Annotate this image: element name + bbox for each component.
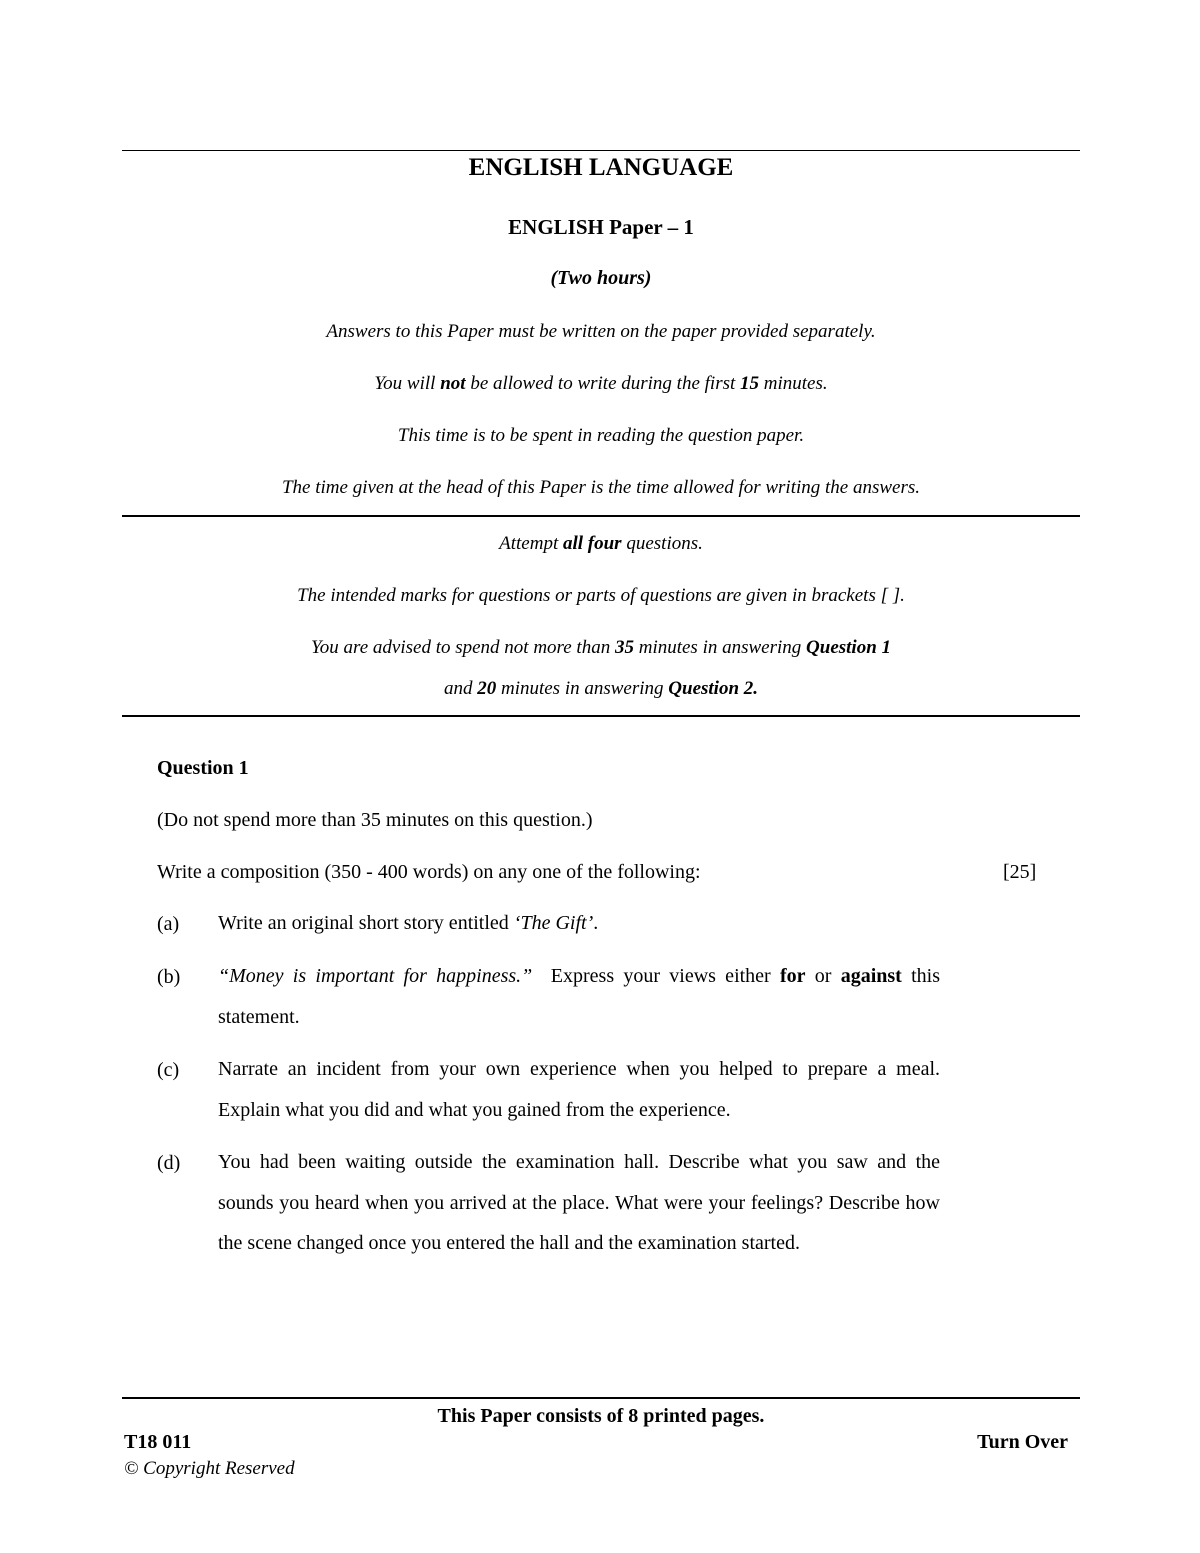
copyright: © Copyright Reserved xyxy=(124,1458,295,1479)
option-label: (c) xyxy=(157,1059,180,1081)
advice-bold: Question 1 xyxy=(806,637,892,658)
option-c-text: Narrate an incident from your own experience when you helped to prepare a meal. Explain what you did and what you gained from the experience. xyxy=(218,1058,940,1121)
paper-code: T18 011 xyxy=(124,1431,192,1453)
option-d-text: You had been waiting outside the examination hall. Describe what you saw and the sounds you heard when you arrived at the place. What were your feelings? Describe how the scene changed once you entered the hall and the examination started. xyxy=(218,1151,940,1254)
option-text: or xyxy=(805,965,841,987)
option-label: (d) xyxy=(157,1152,181,1174)
instruction-text: minutes. xyxy=(759,373,828,394)
instruction-bold: not xyxy=(440,373,466,394)
duration: (Two hours) xyxy=(550,267,652,289)
advice-text: minutes in answering xyxy=(496,678,669,699)
advice-line-2 xyxy=(122,678,1080,700)
footer-rule xyxy=(122,1397,1080,1399)
instruction-text: You will xyxy=(374,373,441,394)
option-bold: for xyxy=(779,965,806,987)
advice-bold: 35 xyxy=(614,637,634,658)
question-marks: [25] xyxy=(1003,861,1037,883)
attempt-text: Attempt xyxy=(499,533,563,554)
instruction-bold: 15 xyxy=(740,373,760,394)
option-italic: “Money is important for happiness.” xyxy=(218,965,533,987)
option-text: Write an original short story entitled xyxy=(218,912,514,934)
attempt-instruction xyxy=(122,533,1080,555)
option-a-text xyxy=(218,903,940,944)
instruction-answers: Answers to this Paper must be written on the paper provided separately. xyxy=(326,321,876,342)
divider-rule xyxy=(122,715,1080,717)
option-text: Express your views either xyxy=(532,965,780,987)
option-text: this statement. xyxy=(218,965,940,1028)
instruction-time: The time given at the head of this Paper is the time allowed for writing the answers. xyxy=(281,477,921,498)
paper-subtitle: ENGLISH Paper – 1 xyxy=(508,215,694,239)
instruction-no-write xyxy=(122,373,1080,395)
option-label: (a) xyxy=(157,913,180,935)
attempt-bold: all four xyxy=(562,533,622,554)
instruction-reading: This time is to be spent in reading the question paper. xyxy=(397,425,805,446)
instruction-text: be allowed to write during the first xyxy=(465,373,741,394)
advice-bold: 20 xyxy=(477,678,497,699)
advice-text: You are advised to spend not more than xyxy=(310,637,615,658)
page-count: This Paper consists of 8 printed pages. xyxy=(437,1405,765,1427)
question-note: (Do not spend more than 35 minutes on this question.) xyxy=(157,809,593,831)
option-text: . xyxy=(593,912,599,934)
advice-line-1 xyxy=(122,637,1080,659)
option-italic: ‘The Gift’ xyxy=(513,912,594,934)
advice-text: minutes in answering xyxy=(633,637,807,658)
attempt-text: questions. xyxy=(621,533,703,554)
option-bold: against xyxy=(840,965,902,987)
divider-rule xyxy=(122,515,1080,517)
option-label: (b) xyxy=(157,966,181,988)
turn-over: Turn Over xyxy=(977,1431,1068,1453)
top-rule xyxy=(122,150,1080,151)
question-heading: Question 1 xyxy=(157,757,249,779)
advice-bold: Question 2. xyxy=(668,678,759,699)
advice-text: and xyxy=(443,678,478,699)
option-b-text xyxy=(218,956,940,1037)
paper-title: ENGLISH LANGUAGE xyxy=(468,154,734,181)
marks-note: The intended marks for questions or parts of questions are given in brackets [ ]. xyxy=(297,585,905,606)
question-prompt: Write a composition (350 - 400 words) on any one of the following: xyxy=(157,861,701,883)
